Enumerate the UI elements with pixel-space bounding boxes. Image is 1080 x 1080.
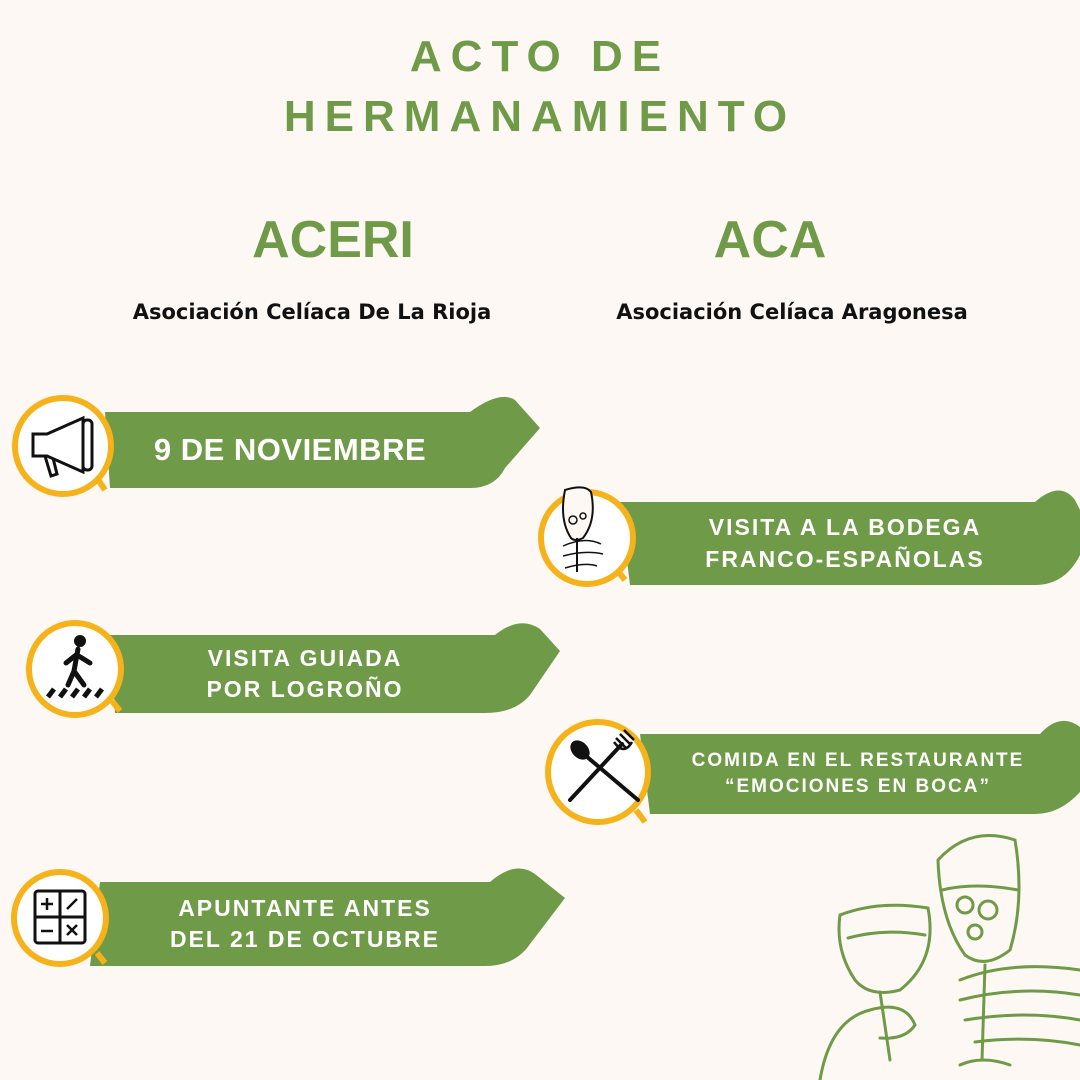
event-signup-line-2: DEL 21 DE OCTUBRE	[169, 926, 440, 952]
wine-glass-hand-icon	[535, 480, 645, 595]
event-winery-line-1: VISITA A LA BODEGA	[708, 514, 982, 541]
event-signup-banner	[5, 858, 570, 973]
calculator-icon	[5, 863, 120, 978]
event-lunch-banner	[540, 712, 1080, 837]
org-aceri-name: Asociación Celíaca De La Rioja	[132, 300, 492, 324]
title-line-1: ACTO DE	[409, 32, 671, 81]
title-line-2: HERMANAMIENTO	[283, 92, 797, 141]
event-tour-line-1: VISITA GUIADA	[207, 644, 403, 671]
event-signup-line-1: APUNTANTE ANTES	[178, 894, 432, 921]
org-aceri-abbr: ACERI	[252, 211, 414, 269]
event-date-banner	[0, 390, 545, 500]
fork-spoon-icon	[540, 712, 665, 837]
event-tour-line-2: POR LOGROÑO	[206, 676, 404, 702]
event-lunch-line-1: COMIDA EN EL RESTAURANTE	[691, 750, 1025, 772]
event-lunch-line-2: “EMOCIONES EN BOCA”	[724, 776, 992, 797]
pedestrian-crossing-icon	[20, 615, 135, 725]
org-aca-abbr: ACA	[713, 211, 827, 269]
org-aca-name: Asociación Celíaca Aragonesa	[616, 300, 968, 324]
event-date-text: 9 DE NOVIEMBRE	[153, 432, 427, 468]
toasting-glasses-illustration	[810, 820, 1080, 1080]
event-winery-banner	[535, 480, 1080, 600]
megaphone-icon	[5, 390, 120, 505]
event-tour-banner	[15, 615, 565, 725]
event-winery-line-2: FRANCO-ESPAÑOLAS	[705, 545, 985, 572]
